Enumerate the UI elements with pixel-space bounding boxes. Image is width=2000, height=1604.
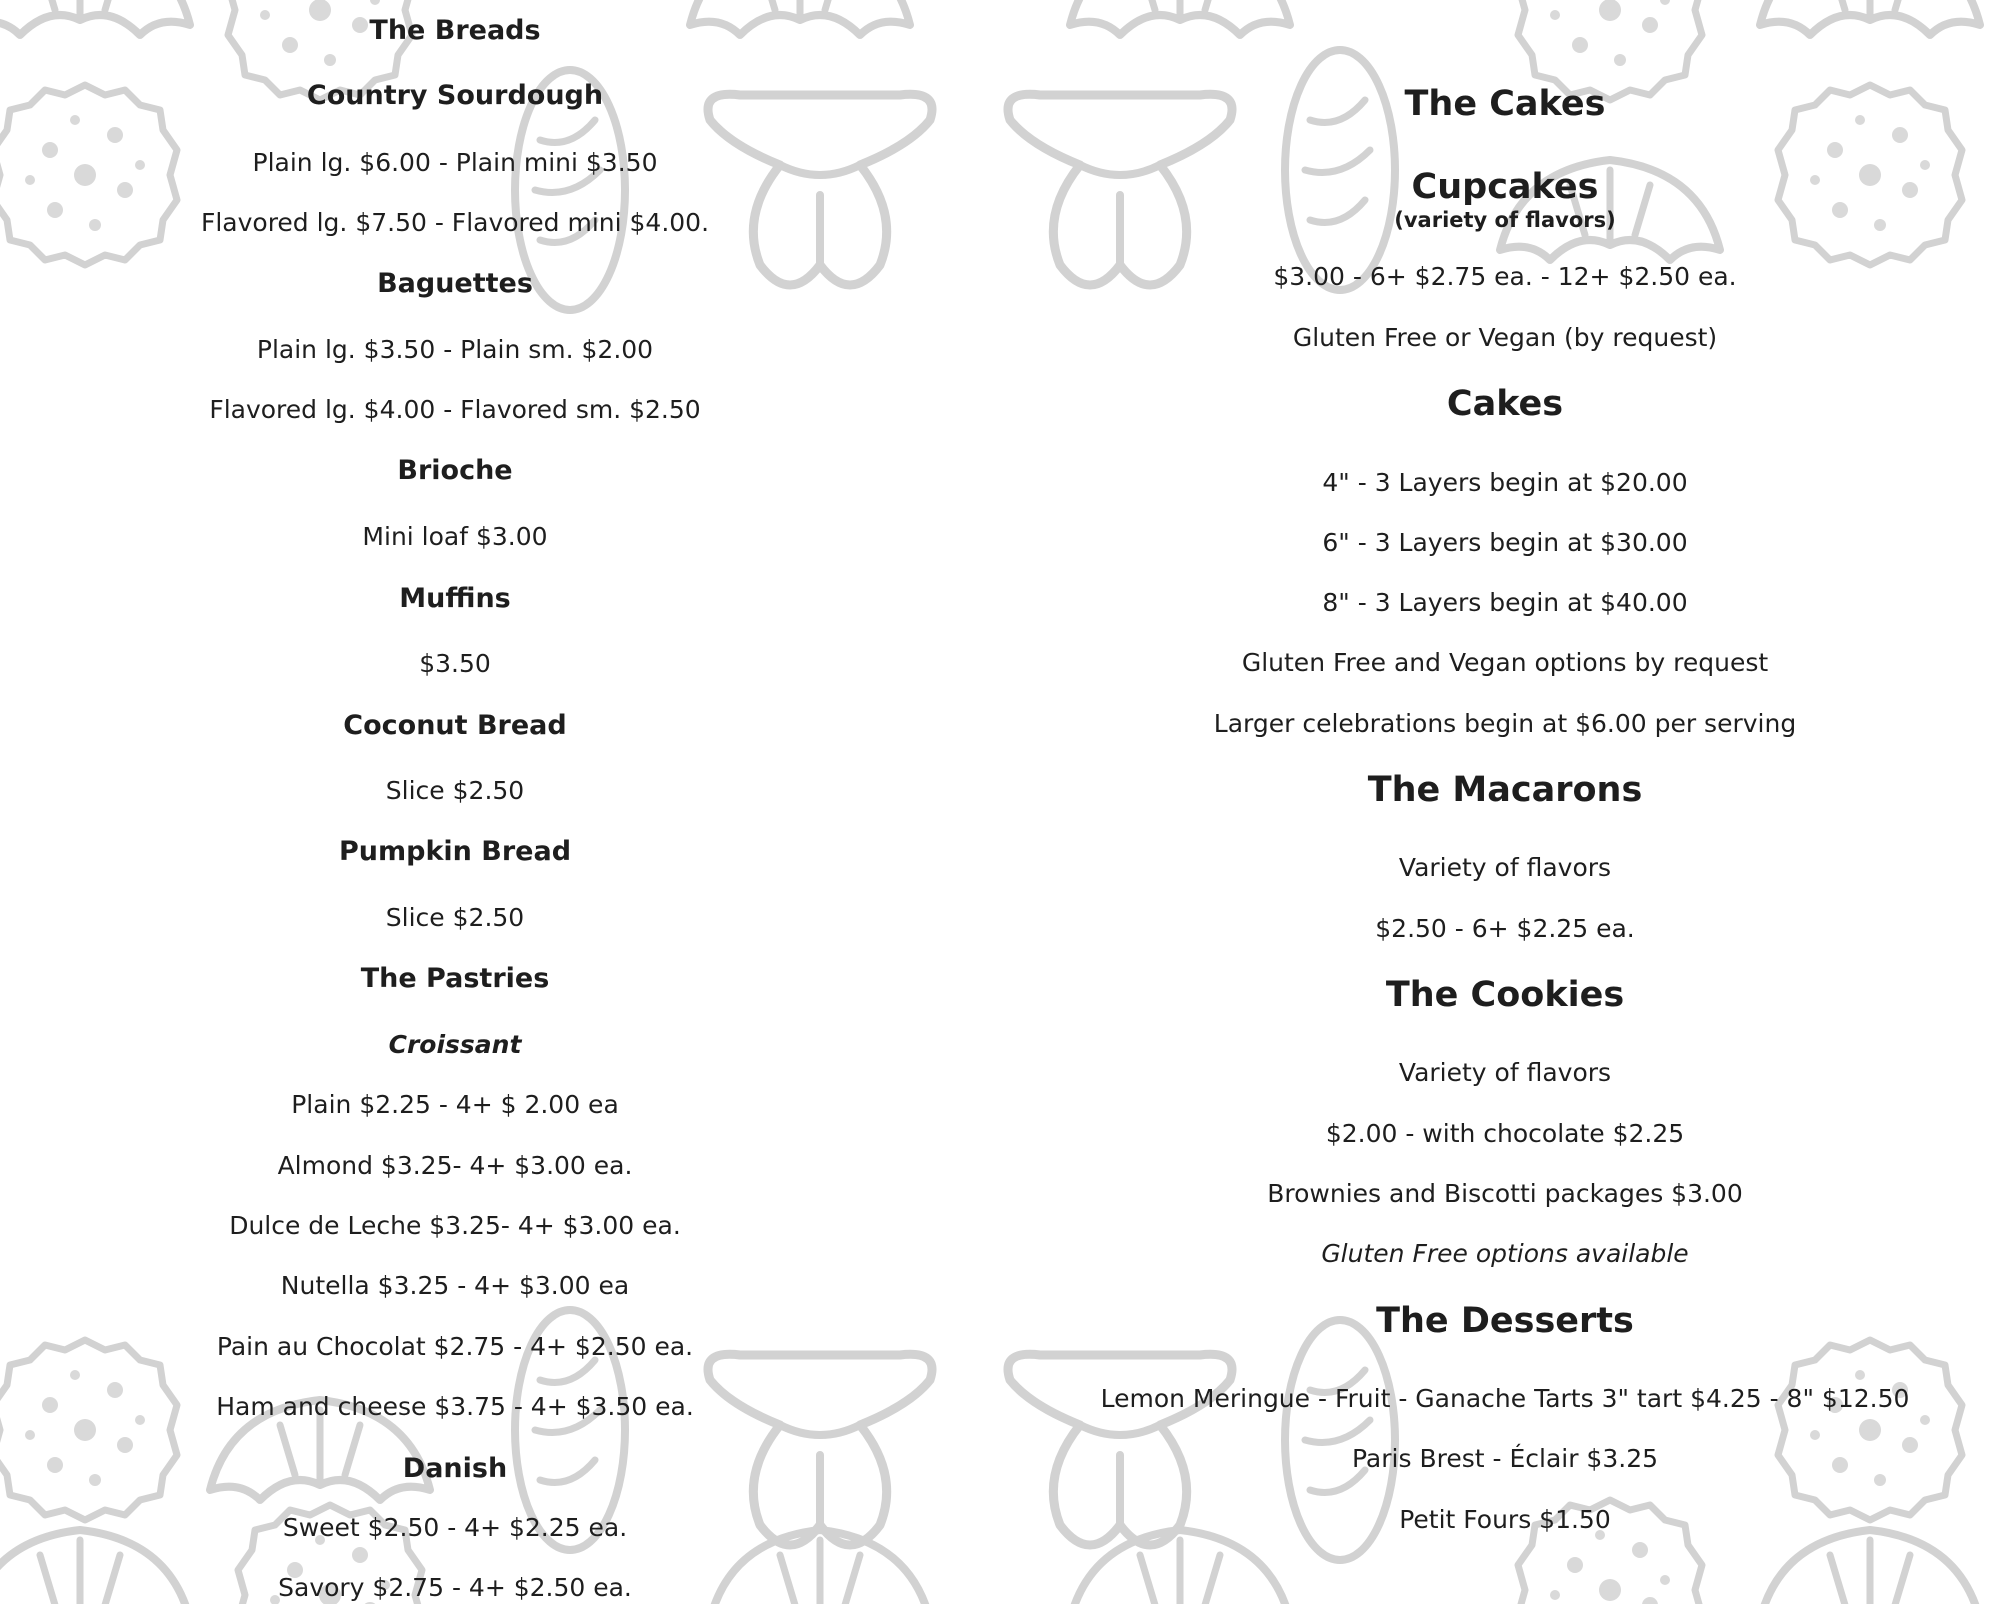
cookie-icon xyxy=(0,85,177,265)
pastries-title: The Pastries xyxy=(360,963,550,994)
cookie-icon xyxy=(1778,1340,1962,1520)
cookie-icon xyxy=(0,1340,177,1520)
cakes-title: Cakes xyxy=(1446,384,1564,424)
cookies-gluten-note: Gluten Free options available xyxy=(1321,1239,1689,1268)
breads-title: The Breads xyxy=(369,15,541,46)
macarons-title: The Macarons xyxy=(1367,770,1643,810)
croissant-price-line: Almond $3.25- 4+ $3.00 ea. xyxy=(277,1151,633,1180)
cupcakes-price: $3.00 - 6+ $2.75 ea. - 12+ $2.50 ea. xyxy=(1273,262,1737,291)
brownies-price: Brownies and Biscotti packages $3.00 xyxy=(1267,1179,1743,1208)
pretzel-icon xyxy=(708,94,932,285)
brioche-title: Brioche xyxy=(397,455,513,486)
cookies-note: Variety of flavors xyxy=(1398,1058,1612,1087)
baguettes-price-flavored: Flavored lg. $4.00 - Flavored sm. $2.50 xyxy=(209,395,701,424)
paris-brest-price: Paris Brest - Éclair $3.25 xyxy=(1351,1444,1659,1473)
baguettes-price-plain: Plain lg. $3.50 - Plain sm. $2.00 xyxy=(256,335,654,364)
desserts-title: The Desserts xyxy=(1376,1301,1634,1341)
cakes-celebration-note: Larger celebrations begin at $6.00 per serving xyxy=(1213,709,1797,738)
pumpkin-bread-title: Pumpkin Bread xyxy=(338,836,572,867)
muffins-price: $3.50 xyxy=(419,649,491,678)
sourdough-title: Country Sourdough xyxy=(306,80,604,111)
cookies-title: The Cookies xyxy=(1385,975,1625,1015)
croissant-price-line: Plain $2.25 - 4+ $ 2.00 ea xyxy=(291,1090,619,1119)
cakes-price-line: 4" - 3 Layers begin at $20.00 xyxy=(1322,468,1688,497)
macarons-price: $2.50 - 6+ $2.25 ea. xyxy=(1375,914,1635,943)
pumpkin-bread-price: Slice $2.50 xyxy=(385,903,525,932)
petit-fours-price: Petit Fours $1.50 xyxy=(1399,1505,1611,1534)
tarts-price: Lemon Meringue - Fruit - Ganache Tarts 3" tart $4.25 - 8" $12.50 xyxy=(1100,1384,1910,1413)
coconut-bread-price: Slice $2.50 xyxy=(385,776,525,805)
cupcakes-note: Gluten Free or Vegan (by request) xyxy=(1292,323,1718,352)
muffins-title: Muffins xyxy=(399,583,511,614)
cakes-section-title: The Cakes xyxy=(1404,84,1606,124)
croissant-price-line: Pain au Chocolat $2.75 - 4+ $2.50 ea. xyxy=(216,1332,694,1361)
cookies-price: $2.00 - with chocolate $2.25 xyxy=(1325,1119,1685,1148)
croissant-title: Croissant xyxy=(388,1030,522,1059)
danish-title: Danish xyxy=(402,1453,508,1484)
croissant-icon xyxy=(1760,1530,1980,1604)
croissant-price-line: Nutella $3.25 - 4+ $3.00 ea xyxy=(280,1271,630,1300)
danish-price-savory: Savory $2.75 - 4+ $2.50 ea. xyxy=(278,1573,632,1602)
cupcakes-subtitle: (variety of flavors) xyxy=(1394,208,1616,232)
sourdough-price-plain: Plain lg. $6.00 - Plain mini $3.50 xyxy=(252,148,658,177)
macarons-note: Variety of flavors xyxy=(1398,853,1612,882)
cakes-price-line: 8" - 3 Layers begin at $40.00 xyxy=(1322,588,1688,617)
brioche-price: Mini loaf $3.00 xyxy=(362,522,548,551)
croissant-icon xyxy=(1760,0,1980,35)
cakes-note: Gluten Free and Vegan options by request xyxy=(1241,648,1769,677)
danish-price-sweet: Sweet $2.50 - 4+ $2.25 ea. xyxy=(282,1513,628,1542)
baguettes-title: Baguettes xyxy=(377,268,533,299)
coconut-bread-title: Coconut Bread xyxy=(343,710,567,741)
cupcakes-title: Cupcakes xyxy=(1411,167,1599,207)
croissant-price-line: Ham and cheese $3.75 - 4+ $3.50 ea. xyxy=(216,1392,694,1421)
croissant-icon xyxy=(1070,0,1290,35)
sourdough-price-flavored: Flavored lg. $7.50 - Flavored mini $4.00. xyxy=(200,208,710,237)
croissant-price-line: Dulce de Leche $3.25- 4+ $3.00 ea. xyxy=(229,1211,681,1240)
cakes-price-line: 6" - 3 Layers begin at $30.00 xyxy=(1322,528,1688,557)
